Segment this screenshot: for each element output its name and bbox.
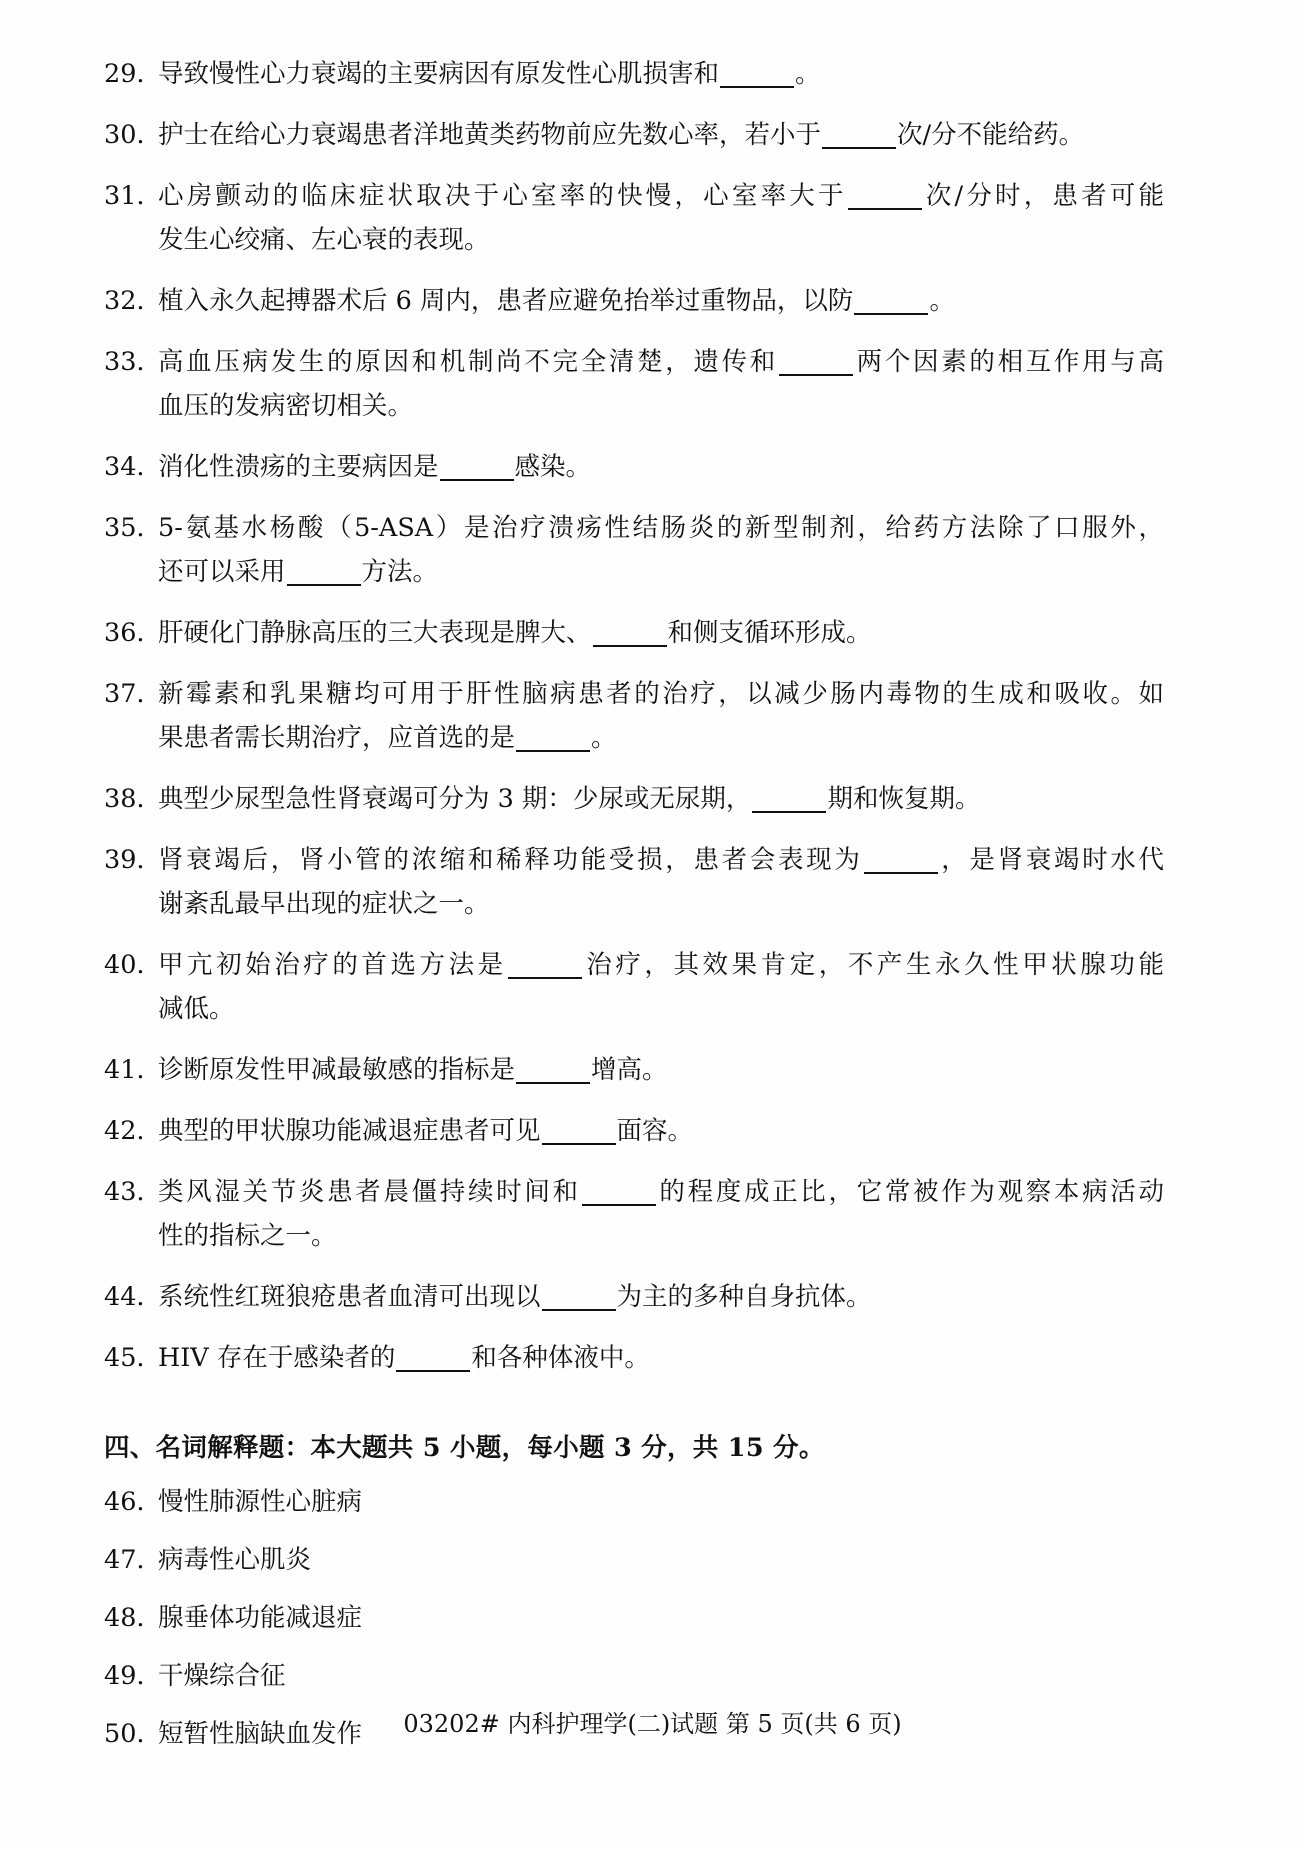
answer-blank[interactable] [508, 947, 582, 979]
question-line [158, 445, 1164, 489]
question-text: 和侧支循环形成。 [667, 618, 872, 648]
answer-blank[interactable] [720, 56, 794, 88]
fill-in-question [104, 1109, 1164, 1153]
answer-blank[interactable] [542, 1279, 616, 1311]
question-body [158, 52, 1164, 96]
term-label: 腺垂体功能减退症 [158, 1603, 363, 1633]
question-line [158, 777, 1164, 821]
question-line [158, 882, 1164, 926]
question-body [158, 838, 1164, 926]
page-footer [0, 1706, 1305, 1742]
answer-blank[interactable] [516, 720, 590, 752]
question-text: 5-氨基水杨酸（5-ASA）是治疗溃疡性结肠炎的新型制剂，给药方法除了口服外， [158, 513, 1164, 543]
fill-in-question [104, 838, 1164, 926]
question-line [158, 1214, 1164, 1258]
question-text: 增高。 [591, 1055, 668, 1085]
question-body [158, 174, 1164, 262]
question-number: 42． [104, 1116, 162, 1146]
fill-in-question [104, 52, 1164, 96]
question-number: 35． [104, 513, 162, 543]
answer-blank[interactable] [396, 1340, 470, 1372]
question-text: 。 [591, 723, 617, 753]
fill-in-question [104, 113, 1164, 157]
question-text: 高血压病发生的原因和机制尚不完全清楚，遗传和 [158, 347, 778, 377]
term-label: 慢性肺源性心脏病 [158, 1487, 363, 1517]
question-text: 消化性溃疡的主要病因是 [158, 452, 439, 482]
question-text: 。 [795, 59, 821, 89]
question-line [158, 340, 1164, 384]
question-text: 发生心绞痛、左心衰的表现。 [158, 225, 490, 255]
question-text: 次/分不能给药。 [897, 120, 1085, 150]
question-body [158, 672, 1164, 760]
question-text: 次/分时，患者可能 [922, 181, 1164, 211]
fill-in-question [104, 279, 1164, 323]
term-item [104, 1596, 1164, 1640]
question-text: 果患者需长期治疗，应首选的是 [158, 723, 516, 753]
fill-in-question [104, 672, 1164, 760]
question-number: 37． [104, 679, 162, 709]
question-line [158, 1170, 1164, 1214]
question-text: 两个因素的相互作用与高 [853, 347, 1164, 377]
question-text: 还可以采用 [158, 557, 286, 587]
question-body [158, 113, 1164, 157]
question-number: 31． [104, 181, 162, 211]
question-number: 33． [104, 347, 162, 377]
fill-in-question [104, 1170, 1164, 1258]
answer-blank[interactable] [848, 178, 922, 210]
question-body [158, 1048, 1164, 1092]
fill-in-question [104, 611, 1164, 655]
question-text: 期和恢复期。 [827, 784, 981, 814]
question-body [158, 1170, 1164, 1258]
question-number: 39． [104, 845, 162, 875]
fill-in-question-list [104, 52, 1164, 1380]
question-number: 34． [104, 452, 162, 482]
question-text: HIV 存在于感染者的 [158, 1343, 396, 1373]
question-line [158, 943, 1164, 987]
question-text: 。 [929, 286, 955, 316]
question-line [158, 174, 1164, 218]
answer-blank[interactable] [287, 554, 361, 586]
question-body [158, 279, 1164, 323]
answer-blank[interactable] [593, 615, 667, 647]
question-body [158, 611, 1164, 655]
question-line [158, 716, 1164, 760]
question-text: 典型的甲状腺功能减退症患者可见 [158, 1116, 541, 1146]
question-text: 典型少尿型急性肾衰竭可分为 3 期：少尿或无尿期， [158, 784, 752, 814]
question-text: 肝硬化门静脉高压的三大表现是脾大、 [158, 618, 592, 648]
question-number: 36． [104, 618, 162, 648]
answer-blank[interactable] [779, 344, 853, 376]
term-item [104, 1480, 1164, 1524]
answer-blank[interactable] [582, 1174, 656, 1206]
question-number: 45． [104, 1343, 162, 1373]
question-line [158, 384, 1164, 428]
fill-in-question [104, 1275, 1164, 1319]
term-label: 病毒性心肌炎 [158, 1545, 312, 1575]
answer-blank[interactable] [516, 1052, 590, 1084]
fill-in-question [104, 943, 1164, 1031]
answer-blank[interactable] [864, 842, 938, 874]
question-text: 护士在给心力衰竭患者洋地黄类药物前应先数心率，若小于 [158, 120, 822, 150]
term-number: 46． [104, 1487, 162, 1517]
question-number: 32． [104, 286, 162, 316]
question-text: 的程度成正比，它常被作为观察本病活动 [656, 1177, 1164, 1207]
question-text: 甲亢初始治疗的首选方法是 [158, 950, 507, 980]
question-body [158, 1275, 1164, 1319]
question-body [158, 445, 1164, 489]
question-text: 面容。 [616, 1116, 694, 1146]
question-body [158, 943, 1164, 1031]
question-text: 心房颤动的临床症状取决于心室率的快慢，心室率大于 [158, 181, 847, 211]
question-text: 谢紊乱最早出现的症状之一。 [158, 889, 490, 919]
question-line [158, 279, 1164, 323]
page-content [104, 52, 1164, 1770]
question-line [158, 611, 1164, 655]
fill-in-question [104, 777, 1164, 821]
question-line [158, 218, 1164, 262]
question-number: 41． [104, 1055, 162, 1085]
fill-in-question [104, 1336, 1164, 1380]
question-text: 导致慢性心力衰竭的主要病因有原发性心肌损害和 [158, 59, 720, 89]
question-line [158, 1048, 1164, 1092]
question-number: 40． [104, 950, 162, 980]
question-number: 43． [104, 1177, 162, 1207]
term-item [104, 1538, 1164, 1582]
question-line [158, 672, 1164, 716]
question-text: 植入永久起搏器术后 6 周内，患者应避免抬举过重物品，以防 [158, 286, 854, 316]
question-line [158, 550, 1164, 594]
question-line [158, 1275, 1164, 1319]
question-line [158, 1109, 1164, 1153]
fill-in-question [104, 445, 1164, 489]
question-line [158, 987, 1164, 1031]
question-text: ，是肾衰竭时水代 [938, 845, 1164, 875]
term-item [104, 1654, 1164, 1698]
term-number: 48． [104, 1603, 162, 1633]
answer-blank[interactable] [752, 781, 826, 813]
question-text: 减低。 [158, 994, 235, 1024]
question-text: 诊断原发性甲减最敏感的指标是 [158, 1055, 516, 1085]
question-line [158, 1336, 1164, 1380]
question-number: 30． [104, 120, 162, 150]
question-number: 29． [104, 59, 162, 89]
section-four-heading: 四、名词解释题：本大题共 5 小题，每小题 3 分，共 15 分。 [104, 1433, 825, 1463]
question-text: 类风湿关节炎患者晨僵持续时间和 [158, 1177, 581, 1207]
term-label: 干燥综合征 [158, 1661, 286, 1691]
question-body [158, 506, 1164, 594]
question-number: 44． [104, 1282, 162, 1312]
question-text: 血压的发病密切相关。 [158, 391, 414, 421]
footer-text: 03202# 内科护理学(二)试题 第 5 页(共 6 页) [403, 1710, 902, 1738]
question-text: 和各种体液中。 [471, 1343, 650, 1373]
term-number: 47． [104, 1545, 162, 1575]
term-number: 50． [104, 1719, 162, 1749]
question-text: 感染。 [514, 452, 592, 482]
question-text: 新霉素和乳果糖均可用于肝性脑病患者的治疗，以减少肠内毒物的生成和吸收。如 [158, 679, 1164, 709]
question-line [158, 838, 1164, 882]
fill-in-question [104, 1048, 1164, 1092]
question-text: 方法。 [361, 557, 439, 587]
question-line [158, 52, 1164, 96]
answer-blank[interactable] [822, 117, 896, 149]
answer-blank[interactable] [542, 1113, 616, 1145]
question-body [158, 1109, 1164, 1153]
question-body [158, 340, 1164, 428]
term-label: 短暂性脑缺血发作 [158, 1719, 363, 1749]
question-body [158, 1336, 1164, 1380]
answer-blank[interactable] [440, 449, 514, 481]
answer-blank[interactable] [854, 283, 928, 315]
question-line [158, 506, 1164, 550]
question-number: 38． [104, 784, 162, 814]
fill-in-question [104, 340, 1164, 428]
question-text: 肾衰竭后，肾小管的浓缩和稀释功能受损，患者会表现为 [158, 845, 863, 875]
question-text: 系统性红斑狼疮患者血清可出现以 [158, 1282, 541, 1312]
fill-in-question [104, 506, 1164, 594]
question-text: 性的指标之一。 [158, 1221, 337, 1251]
fill-in-question [104, 174, 1164, 262]
term-number: 49． [104, 1661, 162, 1691]
question-body [158, 777, 1164, 821]
question-line [158, 113, 1164, 157]
question-text: 治疗，其效果肯定，不产生永久性甲状腺功能 [582, 950, 1164, 980]
question-text: 为主的多种自身抗体。 [616, 1282, 872, 1312]
